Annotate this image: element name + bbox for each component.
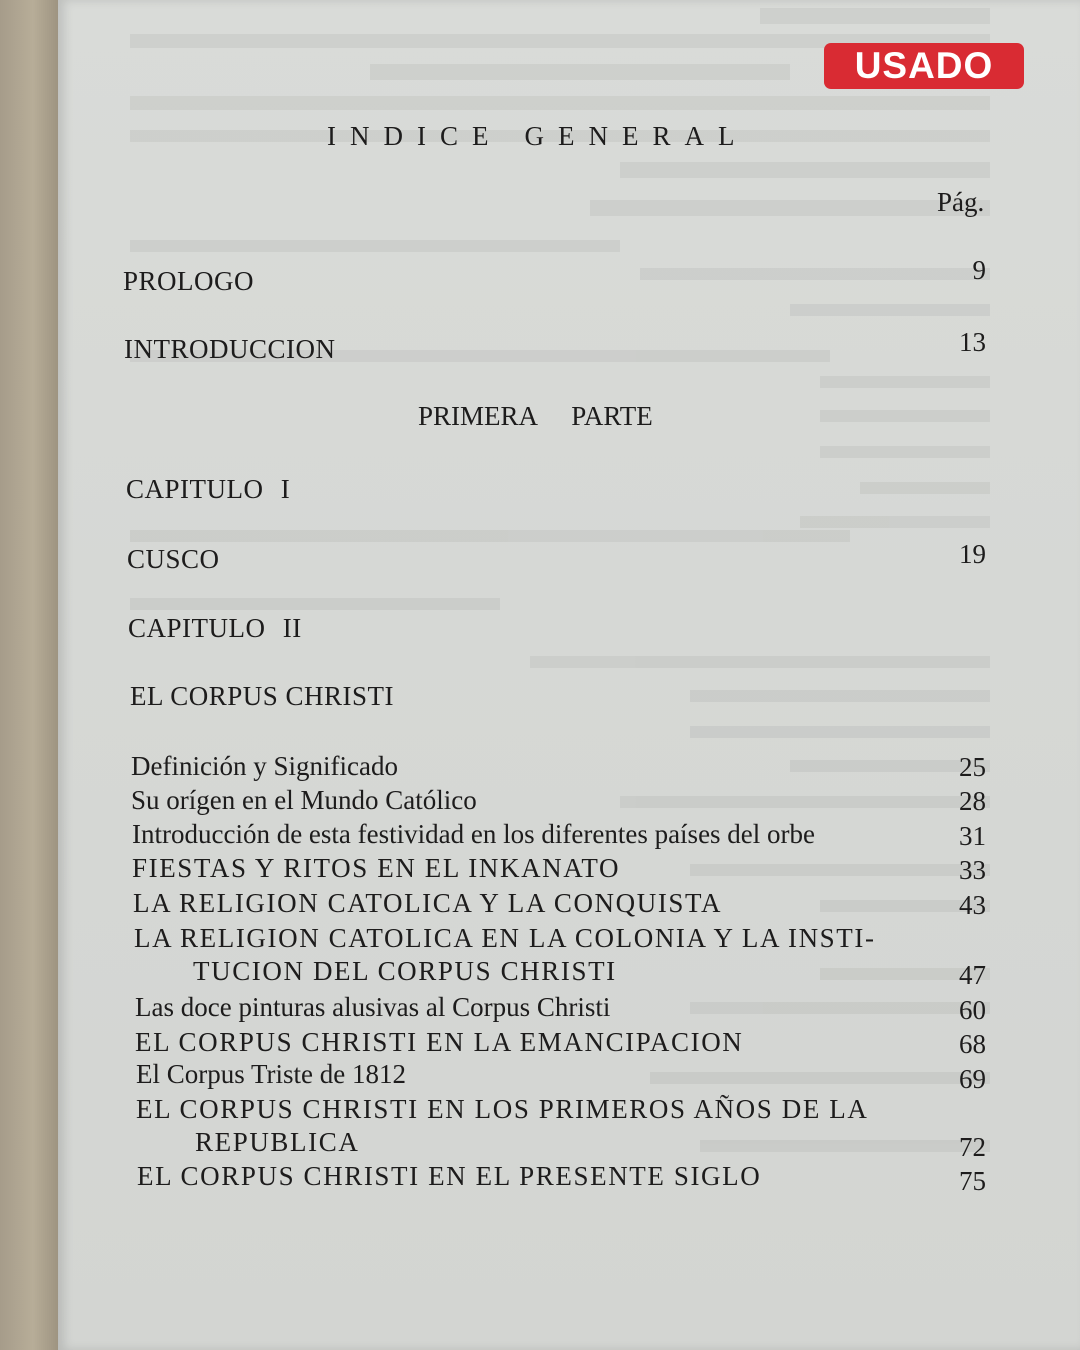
toc-entry: Su orígen en el Mundo Católico <box>131 785 477 815</box>
toc-entry: EL CORPUS CHRISTI EN EL PRESENTE SIGLO <box>137 1161 762 1191</box>
toc-page-number: 31 <box>959 821 986 851</box>
toc-page-number: 68 <box>959 1029 986 1059</box>
page-column-label: Pág. <box>937 187 985 217</box>
toc-entry: Las doce pinturas alusivas al Corpus Christi <box>135 992 611 1022</box>
toc-entry-prologo: PROLOGO <box>123 266 255 296</box>
toc-page-number: 28 <box>959 786 986 816</box>
used-badge: USADO <box>824 43 1024 89</box>
toc-entry-introduccion: INTRODUCCION <box>124 334 336 364</box>
index-title-word: GENERAL <box>524 121 749 151</box>
toc-entry: LA RELIGION CATOLICA Y LA CONQUISTA <box>133 888 723 918</box>
toc-page-number: 69 <box>959 1064 986 1094</box>
toc-page-number: 47 <box>959 960 986 990</box>
toc-entry-continuation: TUCION DEL CORPUS CHRISTI <box>193 956 617 986</box>
toc-entry: FIESTAS Y RITOS EN EL INKANATO <box>132 853 621 883</box>
book-spine-edge <box>0 0 60 1350</box>
toc-entry-continuation: REPUBLICA <box>195 1127 360 1157</box>
chapter-title: EL CORPUS CHRISTI <box>130 681 395 711</box>
chapter-title: CUSCO <box>127 544 220 574</box>
toc-page-number: 13 <box>959 327 986 357</box>
toc-entry: El Corpus Triste de 1812 <box>136 1059 407 1089</box>
toc-page-number: 60 <box>959 995 986 1025</box>
toc-page-number: 33 <box>959 855 986 885</box>
toc-entry: EL CORPUS CHRISTI EN LA EMANCIPACION <box>135 1027 744 1057</box>
index-title <box>327 120 748 152</box>
toc-entry: Definición y Significado <box>131 751 398 781</box>
toc-page-number: 19 <box>959 539 986 569</box>
toc-entry: Introducción de esta festividad en los diferentes países del orbe <box>132 819 816 849</box>
toc-page-number: 75 <box>959 1166 986 1196</box>
part-heading: PRIMERA PARTE <box>418 401 653 431</box>
toc-entry: EL CORPUS CHRISTI EN LOS PRIMEROS AÑOS DE LA <box>136 1094 869 1124</box>
toc-entry: LA RELIGION CATOLICA EN LA COLONIA Y LA INSTI- <box>134 923 876 953</box>
toc-page-number: 43 <box>959 890 986 920</box>
toc-page-number: 72 <box>959 1132 986 1162</box>
chapter-heading: CAPITULO II <box>128 613 302 643</box>
index-title-word: INDICE <box>327 121 503 151</box>
toc-page-number: 25 <box>959 752 986 782</box>
toc-page-number: 9 <box>972 255 986 285</box>
chapter-heading: CAPITULO I <box>126 474 291 504</box>
